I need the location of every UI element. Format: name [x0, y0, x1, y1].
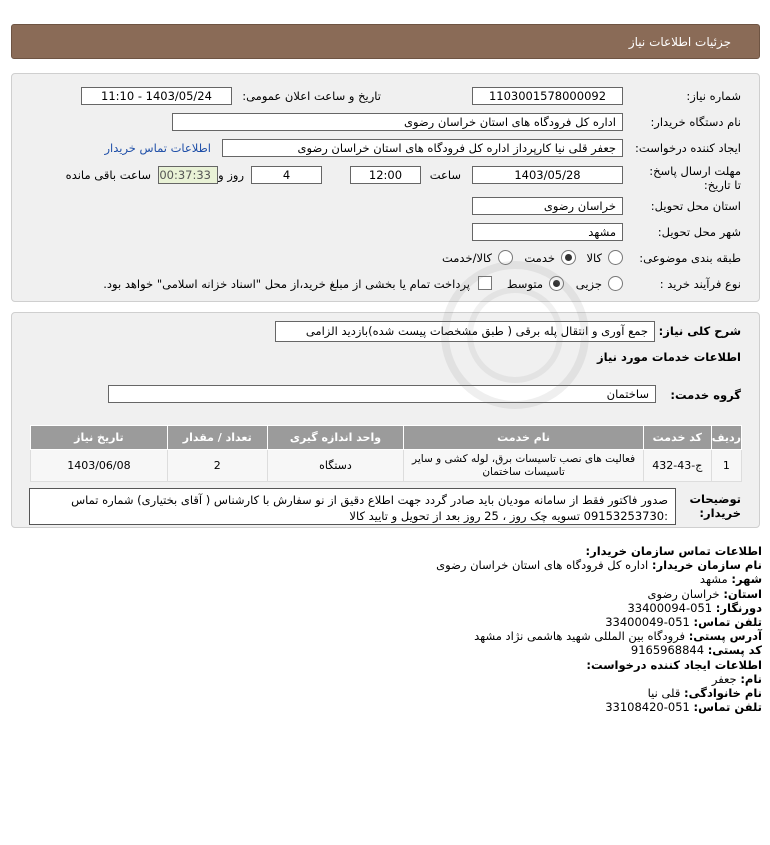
table-row [31, 450, 742, 482]
last-name-label: نام خانوادگی: [684, 686, 762, 701]
buyer-org-label: نام دستگاه خریدار: [650, 115, 741, 129]
deadline-time-field: 12:00 [350, 166, 421, 184]
purchase-medium-radio[interactable] [549, 276, 564, 291]
postal-line [22, 643, 762, 657]
postal-label: کد پستی: [707, 643, 762, 658]
buyer-name-line [22, 558, 762, 572]
buyer-org-field: اداره کل فرودگاه های استان خراسان رضوی [172, 113, 623, 131]
last-name-line [22, 686, 762, 700]
col-qty-header: تعداد / مقدار [167, 426, 267, 450]
category-goods-label: کالا [586, 251, 602, 265]
contact-city-value: مشهد [699, 572, 728, 587]
creator-phone-label: تلفن تماس: [693, 700, 762, 715]
last-name-value: قلی نیا [647, 686, 681, 701]
creator-phone-value: 051-33108420 [605, 700, 690, 715]
quantity: 2 [167, 450, 267, 482]
deadline-date-field: 1403/05/28 [472, 166, 623, 184]
deadline-time-label: ساعت [429, 168, 461, 182]
fax-value: 051-33400094 [627, 600, 713, 615]
category-goods-radio[interactable] [608, 250, 623, 265]
purchase-type-label: نوع فرآیند خرید : [659, 277, 741, 291]
fax-line [22, 601, 762, 615]
remaining-label: ساعت باقی مانده [65, 168, 151, 182]
table-header-row [31, 426, 742, 450]
address-line [22, 629, 762, 643]
col-unit-header: واحد اندازه گیری [267, 426, 404, 450]
need-number-field: 1103001578000092 [472, 87, 623, 105]
phone-line [22, 615, 762, 629]
days-field: 4 [251, 166, 322, 184]
postal-value: 9165968844 [630, 643, 705, 658]
unit: دستگاه [267, 450, 404, 482]
announce-field: 1403/05/24 - 11:10 [81, 87, 232, 105]
phone-label: تلفن تماس: [693, 615, 762, 630]
category-label: طبقه بندی موضوعی: [639, 251, 741, 265]
col-code-header: کد خدمت [643, 426, 711, 450]
buyer-notes-label: توضیحات خریدار: [689, 492, 741, 520]
service-code: ج-43-432 [643, 450, 711, 482]
treasury-checkbox[interactable] [478, 276, 492, 290]
deadline-label: مهلت ارسال پاسخ: تا تاریخ: [649, 164, 741, 192]
first-name-line [22, 672, 762, 686]
summary-field: جمع آوری و انتقال پله برقی ( طبق مشخصات پیست شده)بازدید الزامی [275, 321, 655, 342]
category-both-radio[interactable] [498, 250, 513, 265]
buyer-notes-field: صدور فاکتور فقط از سامانه مودیان باید صادر گردد جهت اطلاع دقیق از نو سفارش با کارشناس ( آقای بختیاری) شماره تماس :09153253730 تسویه چک روز ، 25 روز بعد از تحویل و تایید کالا [29, 488, 676, 525]
purchase-minor-label: جزیی [575, 277, 602, 291]
first-name-label: نام: [740, 671, 762, 686]
remaining-time-field: 00:37:33 [158, 166, 218, 184]
services-table [30, 425, 742, 482]
summary-label: شرح کلی نیاز: [658, 324, 741, 338]
purchase-minor-radio[interactable] [608, 276, 623, 291]
contact-info [22, 544, 762, 714]
need-date: 1403/06/08 [31, 450, 168, 482]
phone-value: 051-33400049 [605, 615, 690, 630]
contact-province-label: استان: [723, 586, 762, 601]
service-group-label: گروه خدمت: [670, 388, 741, 402]
page-header [11, 24, 760, 59]
requester-field: جعفر قلی نیا کارپرداز اداره کل فرودگاه های استان خراسان رضوی [222, 139, 623, 157]
services-title: اطلاعات خدمات مورد نیاز [597, 350, 741, 364]
buyer-name-label: نام سازمان خریدار: [651, 558, 762, 573]
need-number-label: شماره نیاز: [686, 89, 741, 103]
page-title: جزئیات اطلاعات نیاز [628, 35, 731, 49]
org-contact-title: اطلاعات تماس سازمان خریدار: [585, 544, 762, 558]
purchase-medium-label: متوسط [506, 277, 543, 291]
service-group-field: ساختمان [108, 385, 656, 403]
col-row-header: ردیف [711, 426, 741, 450]
services-panel [11, 312, 760, 528]
service-name: فعالیت های نصب تاسیسات برق، لوله کشی و سایر تاسیسات ساختمان [404, 450, 643, 482]
category-both-label: کالا/خدمت [441, 251, 492, 265]
col-date-header: تاریخ نیاز [31, 426, 168, 450]
creator-phone-line [22, 700, 762, 714]
address-label: آدرس پستی: [688, 629, 762, 644]
contact-city-label: شهر: [731, 572, 762, 587]
creator-title: اطلاعات ایجاد کننده درخواست: [586, 657, 762, 672]
buyer-name-value: اداره کل فرودگاه های استان خراسان رضوی [436, 558, 649, 573]
requester-label: ایجاد کننده درخواست: [635, 141, 741, 155]
contact-province-value: خراسان رضوی [647, 586, 720, 601]
announce-label: تاریخ و ساعت اعلان عمومی: [242, 89, 381, 103]
days-label: روز و [218, 168, 244, 182]
address-value: فرودگاه بین المللی شهید هاشمی نژاد مشهد [474, 629, 686, 644]
col-name-header: نام خدمت [404, 426, 643, 450]
first-name-value: جعفر [711, 671, 737, 686]
need-details-panel [11, 73, 760, 302]
city-field: مشهد [472, 223, 623, 241]
city-line [22, 572, 762, 586]
city-label: شهر محل تحویل: [657, 225, 741, 239]
treasury-note: پرداخت تمام یا بخشی از مبلغ خرید،از محل "اسناد خزانه اسلامی" خواهد بود. [103, 277, 470, 291]
province-line [22, 587, 762, 601]
province-field: خراسان رضوی [472, 197, 623, 215]
category-service-label: خدمت [524, 251, 555, 265]
province-label: استان محل تحویل: [650, 199, 741, 213]
buyer-contact-link[interactable]: اطلاعات تماس خریدار [104, 141, 211, 155]
row-number: 1 [711, 450, 741, 482]
fax-label: دورنگار: [715, 600, 762, 615]
category-service-radio[interactable] [561, 250, 576, 265]
